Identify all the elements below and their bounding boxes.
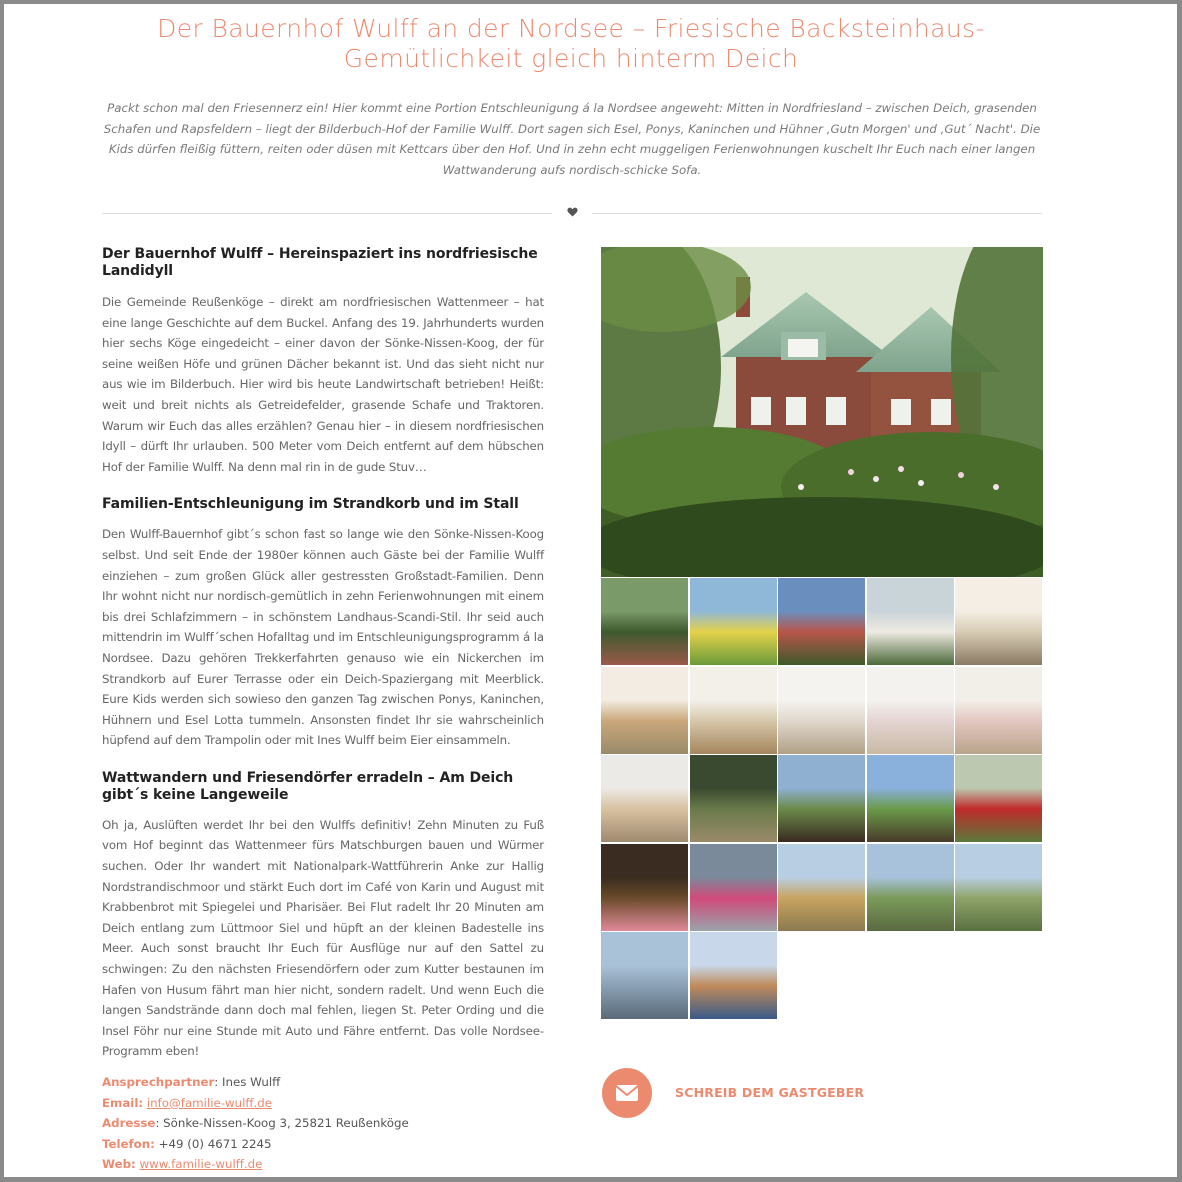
gallery-thumbnail-bedroom-double[interactable]: [867, 667, 954, 754]
gallery-thumbnail-kids-mudflat[interactable]: [690, 844, 777, 931]
gallery-thumbnail-kids-tractor[interactable]: [955, 755, 1042, 842]
section-body: Die Gemeinde Reußenköge – direkt am nordfriesischen Wattenmeer – hat eine lange Geschichte auf dem Buckel. Anfang des 19. Jahrhunderts wurden hier sechs Köge eingedeicht – einer davon der Sönke-Nissen-Koog, der für seine weißen Höfe und grünen Dächer bekannt ist. Und das sieht nicht nur aus wie im Bilderbuch. Hier wird bis heute Landwirtschaft betrieben! Heißt: weit und breit nichts als Getreidefelder, grasende Schafe und Traktoren. Warum wir Euch das alles erzählen? Genau hier – in diesem nordfriesischen Idyll – dürft Ihr urlauben. 500 Meter vom Deich entfernt auf dem hübschen Hof der Familie Wulff. Na denn mal rin in de gude Stuv…: [102, 295, 544, 474]
section-body: Den Wulff-Bauernhof gibt´s schon fast so lange wie den Sönke-Nissen-Koog selbst. Und seit Ende der 1980er können auch Gäste bei der Familie Wulff einziehen – zum großen Glück aller gestressten Großstadt-Familien. Denn Ihr wohnt nicht nur nordisch-gemütlich in zehn Ferienwohnungen mit einem bis drei Schlafzimmern – in schönstem Landhaus-Scandi-Stil. Ihr seid auch mittendrin im Wulff´schen Hofalltag und im Entschleunigungsprogramm á la Nordsee. Dazu gehören Trekkerfahrten genauso wie ein Nickerchen im Strandkorb auf Eurer Terrasse oder ein Deich-Spaziergang mit Meerblick. Eure Kids werden sich sowieso den ganzen Tag zwischen Ponys, Kaninchen, Hühnern und Esel Lotta tummeln. Ansonsten findet Ihr sie wahrscheinlich hüpfend auf dem Trampolin oder mit Ines Wulff beim Eier einsammeln.: [102, 527, 544, 748]
page-title: Der Bauernhof Wulff an der Nordsee – Friesische Backsteinhaus-Gemütlichkeit gleich hinterm Deich: [157, 14, 985, 73]
section-body: Oh ja, Auslüften werdet Ihr bei den Wulffs definitiv! Zehn Minuten zu Fuß vom Hof beginnt das Wattenmeer fürs Matschburgen bauen und Würmer suchen. Oder Ihr wandert mit Nationalpark-Wattführerin Anke zur Hallig Nordstrandischmoor und stärkt Euch dort im Café von Karin und August mit Krabbenbrot mit Spiegelei und Pharisäer. Bei Flut radelt Ihr 20 Minuten am Deich entlang zum Lüttmoor Siel und hüpft an der kleinen Badestelle ins Meer. Auch sonst braucht Ihr Euch für Ausflüge nur auf den Sattel zu schwingen: Zu den nächsten Friesendörfern oder zum Kutter bestaunen im Hafen von Husum fährt man hier nicht, sondern radelt. Und wenn Euch die langen Sandstrände dann doch mal fehlen, liegen St. Peter Ording und die Insel Föhr nur eine Stunde mit Auto und Fähre entfernt. Das volle Nordsee-Programm eben!: [102, 817, 544, 1059]
contact-web: [102, 1154, 544, 1175]
gallery-thumbnail-farmhouse-garden[interactable]: [601, 578, 688, 665]
contact-phone: [102, 1134, 544, 1155]
divider-left: [102, 213, 552, 214]
gallery-thumbnail-girls-horse[interactable]: [778, 755, 865, 842]
contact-address-label: Adresse: [102, 1116, 156, 1131]
gallery-thumbnail-bathroom[interactable]: [601, 755, 688, 842]
contact-email: [102, 1093, 544, 1114]
contact-address-value: Sönke-Nissen-Koog 3, 25821 Reußenköge: [163, 1116, 409, 1131]
contact-block: [102, 1072, 544, 1175]
website-link[interactable]: www.familie-wulff.de: [139, 1157, 263, 1172]
gallery-thumbnail-rabbit-stall[interactable]: [601, 844, 688, 931]
contact-person-label: Ansprechpartner: [102, 1075, 215, 1089]
section-heading: Familien-Entschleunigung im Strandkorb und im Stall: [102, 496, 519, 513]
intro-text: Packt schon mal den Friesennerz ein! Hier kommt eine Portion Entschleunigung á la Nordsee angeweht: Mitten in Nordfriesland – zwischen Deich, grasenden Schafen und Rapsfeldern – liegt der Bilderbuch-Hof der Familie Wulff. Dort sagen sich Esel, Ponys, Kaninchen und Hühner ‚Gutn Morgen' und ‚Gut´ Nacht'. Die Kids dürfen fleißig füttern, reiten oder düsen mit Kettcars über den Hof. Und in zehn echt muggeligen Ferienwohnungen kuschelt Ihr Euch nach einer langen Wattwanderung aufs nordisch-schicke Sofa.: [103, 101, 1041, 177]
contact-phone-label: Telefon:: [102, 1136, 155, 1151]
gallery-thumbnail-mudflat-hallig[interactable]: [601, 932, 688, 1019]
gallery-thumbnail-wheat-field[interactable]: [778, 844, 865, 931]
gallery-thumbnail-sheep-meadow[interactable]: [955, 844, 1042, 931]
divider-right: [592, 213, 1042, 214]
gallery-thumbnail-rapeseed-fields-aerial[interactable]: [690, 578, 777, 665]
gallery-thumbnail-kitchen-interior[interactable]: [955, 578, 1042, 665]
gallery-thumbnail-brick-house-path[interactable]: [778, 578, 865, 665]
section-heading: Der Bauernhof Wulff – Hereinspaziert ins nordfriesische Landidyll: [102, 246, 538, 279]
section-heading: Wattwandern und Friesendörfer erradeln – Am Deich gibt´s keine Langeweile: [102, 769, 514, 803]
gallery-thumbnail-living-room[interactable]: [601, 667, 688, 754]
contact-web-label: Web:: [102, 1157, 136, 1172]
gallery-thumbnail-husum-harbour[interactable]: [690, 932, 777, 1019]
gallery-thumbnail-pony-riding[interactable]: [867, 755, 954, 842]
gallery-thumbnail-dining-room[interactable]: [690, 667, 777, 754]
farmhouse-photo[interactable]: [601, 247, 1043, 577]
content-column: [102, 246, 544, 1175]
email-link[interactable]: info@familie-wulff.de: [146, 1095, 273, 1110]
heart-icon: [566, 207, 578, 219]
contact-host-button[interactable]: SCHREIB DEM GASTGEBER: [675, 1085, 865, 1100]
envelope-icon[interactable]: [602, 1068, 652, 1118]
gallery-thumbnail-barn-door-kids[interactable]: [690, 755, 777, 842]
contact-person: Ansprechpartner: Ines Wulff: [102, 1075, 281, 1089]
contact-phone-value: +49 (0) 4671 2245: [158, 1136, 272, 1151]
contact-person-value: Ines Wulff: [222, 1075, 281, 1089]
gallery-thumbnail-kitchen-white[interactable]: [778, 667, 865, 754]
gallery-thumbnail-white-shed[interactable]: [867, 578, 954, 665]
gallery-thumbnail-dike-path-cyclist[interactable]: [867, 844, 954, 931]
gallery-thumbnail-bedroom-attic[interactable]: [955, 667, 1042, 754]
contact-email-label: Email:: [102, 1095, 144, 1110]
contact-address: Adresse: Sönke-Nissen-Koog 3, 25821 Reußenköge: [102, 1116, 409, 1131]
